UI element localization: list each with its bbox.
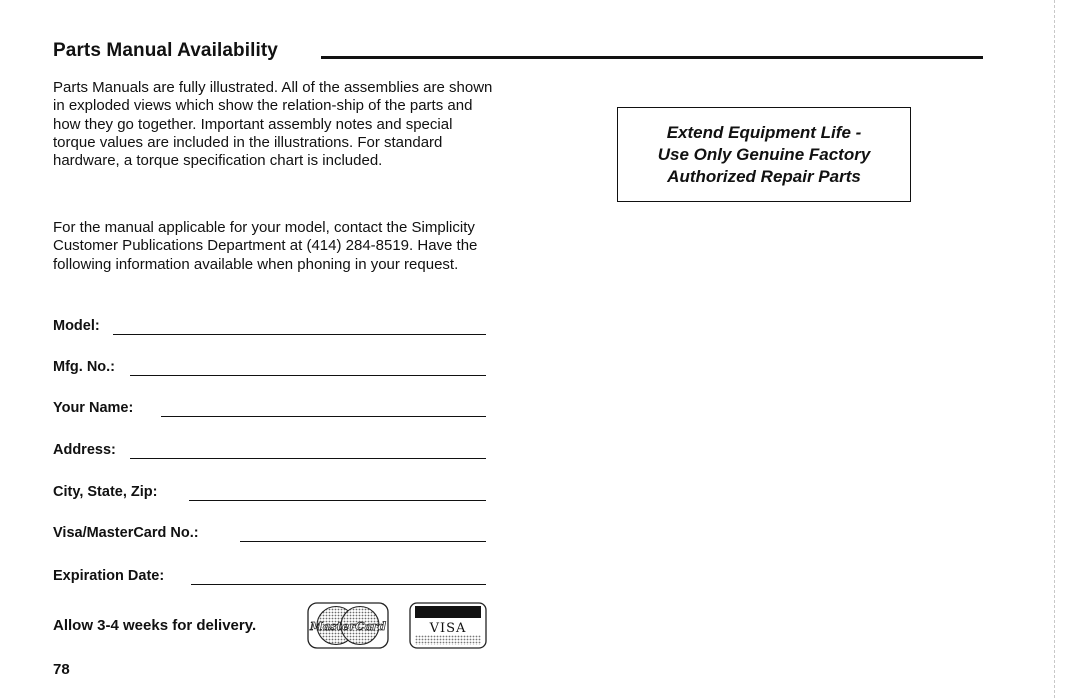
field-label: Model: [53,318,100,334]
callout-box [617,107,911,202]
field-label: Your Name: [53,400,134,416]
callout-line: Extend Equipment Life - [666,122,862,142]
svg-text:VISA: VISA [429,621,467,636]
scan-edge-divider [1054,0,1055,698]
section-title: Parts Manual Availability [53,40,278,61]
field-model [53,318,486,338]
your-name-blank[interactable] [161,416,486,417]
mastercard-logo [307,602,389,649]
field-label: Expiration Date: [53,568,165,584]
paragraph-manual-description: Parts Manuals are fully illustrated. All of the assemblies are shown in exploded views which show the relation-ship of the parts and how they go together. Important assembly notes and special torque values are included in the illustrations. For standard hardware, a torque specification chart is included. [53,79,493,170]
section-heading-row [53,40,983,66]
callout-line: Authorized Repair Parts [667,166,861,186]
field-city-state-zip [53,484,486,504]
field-label: Visa/MasterCard No.: [53,525,199,541]
svg-text:MasterCard: MasterCard [309,619,387,633]
expiration-date-blank[interactable] [191,584,486,585]
field-expiration-date [53,568,486,588]
callout-line: Use Only Genuine Factory [657,144,871,164]
field-label: Address: [53,442,116,458]
card-number-blank[interactable] [240,541,486,542]
mfg-no-blank[interactable] [130,375,486,376]
field-label: Mfg. No.: [53,359,116,375]
field-card-number [53,525,486,545]
field-your-name [53,400,486,420]
city-state-zip-blank[interactable] [189,500,486,501]
field-mfg-no [53,359,486,379]
heading-rule [321,56,983,59]
model-blank[interactable] [113,334,486,335]
address-blank[interactable] [130,458,486,459]
paragraph-contact-info: For the manual applicable for your model, contact the Simplicity Customer Publications Department at (414) 284-8519. Have the following information available when phoning in your request. [53,219,478,273]
field-address [53,442,486,462]
delivery-note: Allow 3-4 weeks for delivery. [53,617,257,634]
field-label: City, State, Zip: [53,484,158,500]
visa-logo [409,602,487,649]
page-number: 78 [53,661,70,678]
